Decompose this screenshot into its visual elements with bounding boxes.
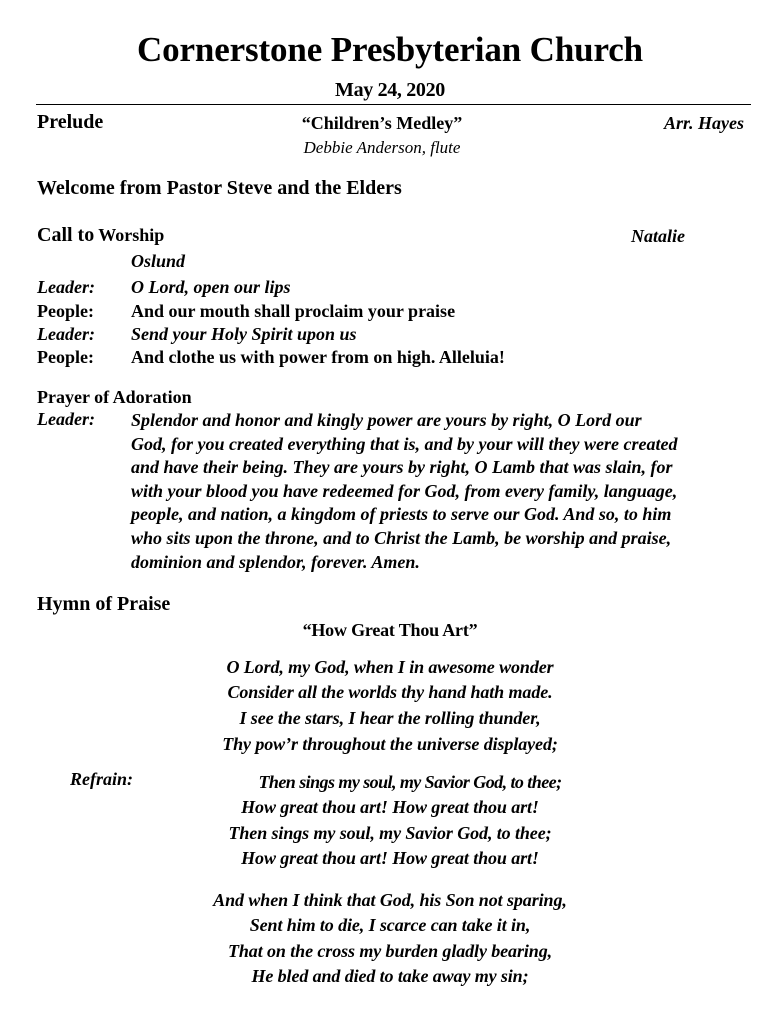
- verse-line: And when I think that God, his Son not sparing,: [213, 890, 567, 910]
- litany-speaker: Leader:: [37, 277, 95, 297]
- hymn-title: “How Great Thou Art”: [302, 620, 478, 640]
- call-to-worship-label-call: Call to: [37, 224, 95, 246]
- prelude-performer: Debbie Anderson, flute: [303, 138, 461, 157]
- hymn-heading: Hymn of Praise: [37, 593, 171, 615]
- church-name: Cornerstone Presbyterian Church: [136, 30, 644, 69]
- verse-line: Thy pow’r throughout the universe displayed;: [222, 734, 558, 754]
- prelude-label: Prelude: [37, 111, 104, 133]
- prayer-line: who sits upon the throne, and to Christ the Lamb, be worship and praise,: [131, 527, 672, 548]
- prayer-line: God, for you created everything that is, and by your will they were created: [131, 433, 678, 454]
- service-date: May 24, 2020: [335, 79, 445, 101]
- prayer-line: and have their being. They are yours by right, O Lamb that was slain, for: [131, 457, 673, 478]
- refrain-label: Refrain:: [70, 769, 133, 789]
- call-to-worship-label-worship: Worship: [98, 225, 165, 245]
- litany-line: And our mouth shall proclaim your praise: [131, 301, 456, 321]
- verse-line: That on the cross my burden gladly bearing,: [227, 941, 553, 961]
- litany-speaker: People:: [37, 347, 94, 367]
- litany-speaker: Leader:: [37, 324, 95, 344]
- call-to-worship-heading: [37, 224, 164, 247]
- header-divider: [36, 104, 751, 105]
- litany-line: O Lord, open our lips: [131, 277, 291, 297]
- verse-line: Sent him to die, I scarce can take it in,: [249, 915, 531, 935]
- litany-line: Send your Holy Spirit upon us: [131, 324, 357, 344]
- verse-line: I see the stars, I hear the rolling thunder,: [239, 708, 541, 728]
- welcome-heading: Welcome from Pastor Steve and the Elders: [37, 177, 402, 199]
- verse-line: Consider all the worlds thy hand hath made.: [227, 682, 553, 702]
- refrain-line: How great thou art! How great thou art!: [241, 797, 539, 817]
- verse-line: O Lord, my God, when I in awesome wonder: [226, 657, 554, 677]
- prayer-line: people, and nation, a kingdom of priests to serve our God. And so, to him: [131, 504, 672, 525]
- prayer-line: Splendor and honor and kingly power are yours by right, O Lord our: [131, 410, 642, 430]
- prayer-heading: Prayer of Adoration: [37, 387, 192, 407]
- verse-line: He bled and died to take away my sin;: [251, 966, 529, 986]
- prayer-line: with your blood you have redeemed for God, from every family, language,: [131, 480, 678, 501]
- prelude-title: “Children’s Medley”: [301, 113, 463, 133]
- litany-line: And clothe us with power from on high. Alleluia!: [131, 347, 505, 367]
- prayer-text: [131, 409, 746, 574]
- litany-speaker: People:: [37, 301, 94, 321]
- refrain-line: Then sings my soul, my Savior God, to thee;: [228, 823, 552, 843]
- prayer-line: dominion and splendor, forever. Amen.: [131, 551, 420, 572]
- refrain-line: Then sings my soul, my Savior God, to thee;: [258, 772, 562, 792]
- refrain-line: How great thou art! How great thou art!: [241, 848, 539, 868]
- prayer-speaker: Leader:: [37, 409, 95, 429]
- call-to-worship-leader-first: Natalie: [631, 226, 685, 246]
- prelude-arranger: Arr. Hayes: [663, 113, 744, 133]
- call-to-worship-leader-last: Oslund: [131, 251, 186, 271]
